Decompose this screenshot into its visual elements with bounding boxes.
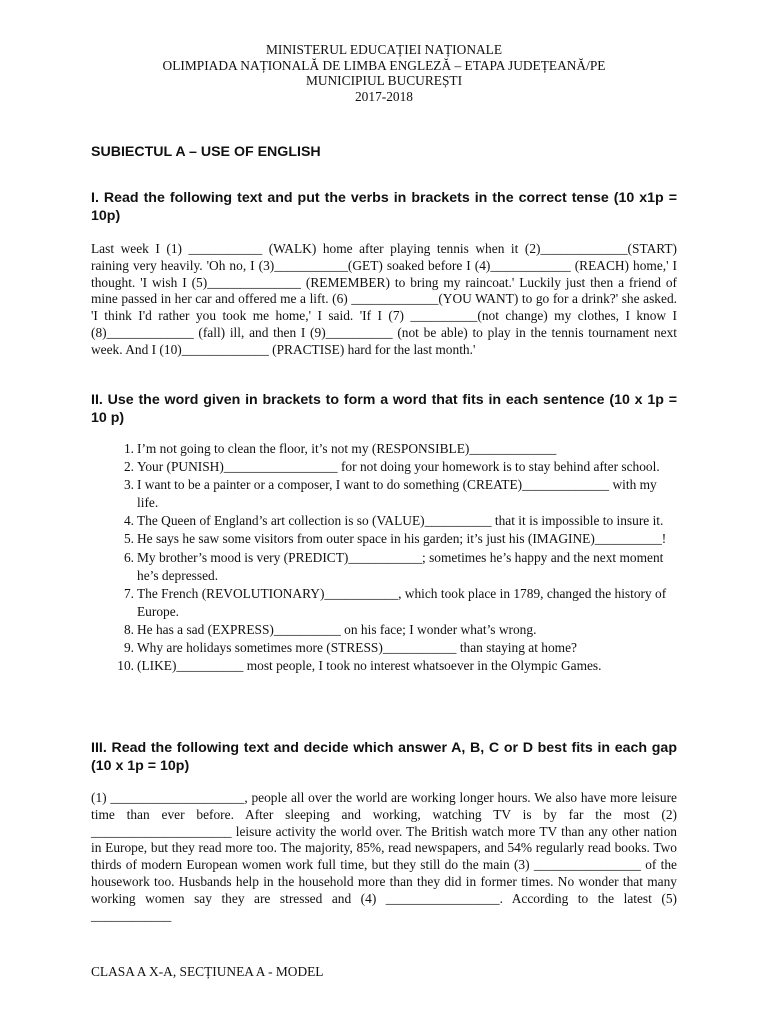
item-text: Your (PUNISH)_________________ for not doing your homework is to stay behind after school. — [137, 459, 660, 475]
olympiad-line: OLIMPIADA NAȚIONALĂ DE LIMBA ENGLEZĂ – ETAPA JUDEȚEANĂ/PE — [162, 57, 606, 73]
list-item — [91, 549, 677, 585]
item-text: He has a sad (EXPRESS)__________ on his face; I wonder what’s wrong. — [137, 621, 537, 637]
section-2-heading: II. Use the word given in brackets to form a word that fits in each sentence (10 x 1p = 10 p) — [91, 392, 677, 426]
list-item — [91, 585, 677, 621]
item-text: I want to be a painter or a composer, I want to do something (CREATE)_____________ with my life. — [137, 477, 657, 511]
item-number: 9. — [123, 640, 134, 656]
list-item — [91, 657, 677, 675]
item-number: 10. — [117, 658, 134, 674]
item-number: 2. — [123, 459, 134, 475]
item-number: 3. — [123, 477, 134, 493]
item-number: 8. — [123, 621, 134, 637]
document-header — [0, 42, 768, 104]
section-1-heading: I. Read the following text and put the verbs in brackets in the correct tense (10 x1p = 10p) — [91, 190, 677, 224]
list-item — [91, 458, 677, 476]
list-item — [91, 440, 677, 458]
item-number: 5. — [123, 531, 134, 547]
list-item — [91, 512, 677, 530]
list-item — [91, 621, 677, 639]
subject-title: SUBIECTUL A – USE OF ENGLISH — [91, 144, 321, 160]
item-text: Why are holidays sometimes more (STRESS)___________ than staying at home? — [137, 640, 577, 656]
item-number: 1. — [123, 441, 134, 456]
list-item — [91, 530, 677, 548]
ministry-line: MINISTERUL EDUCAȚIEI NAȚIONALE — [265, 42, 503, 57]
item-text: I’m not going to clean the floor, it’s not my (RESPONSIBLE)_____________ — [137, 441, 557, 456]
section-1-text — [91, 241, 677, 359]
list-item — [91, 639, 677, 657]
section-3-paragraph: (1) ____________________, people all over the world are working longer hours. We also have more leisure time than ever before. After sleeping and working, watching TV is by far the most (2) _____________________ leisure activity the world over. The British watch more TV than any other nation in Europe, but they read more too. The majority, 85%, read newspapers, and 54% regularly read books. Two thirds of modern European women work full time, but they still do the main (3) ________________ of the housework too. Husbands help in the household more than they did in former times. No wonder that many working women say they are stressed and (4) _________________. According to the latest (5) ____________ — [91, 790, 677, 923]
section-3-text — [91, 790, 677, 924]
item-number: 7. — [123, 585, 134, 601]
section-1-paragraph: Last week I (1) ___________ (WALK) home after playing tennis when it (2)_____________(START) raining very heavily. 'Oh no, I (3)___________(GET) soaked before I (4)____________ (REACH) home,' I thought. 'I wish I (5)______________ (REMEMBER) to bring my raincoat.' Luckily just then a friend of mine passed in her car and offered me a lift. (6) _____________(YOU WANT) to go for a drink?' she asked. 'I think I'd rather you took me home,' I said. 'If I (7) __________(not change) my clothes, I know I (8)_____________ (fall) ill, and then I (9)__________ (not be able) to play in the tennis tournament next week. And I (10)_____________ (PRACTISE) hard for the last month.' — [91, 241, 677, 357]
item-text: The French (REVOLUTIONARY)___________, which took place in 1789, changed the history of Europe. — [137, 585, 667, 619]
section-3-heading: III. Read the following text and decide which answer A, B, C or D best fits in each gap (10 x 1p = 10p) — [91, 740, 677, 774]
list-item — [91, 476, 677, 512]
item-text: (LIKE)__________ most people, I took no interest whatsoever in the Olympic Games. — [137, 658, 602, 674]
section-2-list — [91, 440, 677, 675]
school-year-line: 2017-2018 — [354, 88, 414, 104]
page-footer: CLASA A X-A, SECȚIUNEA A - MODEL — [91, 964, 324, 979]
item-number: 6. — [123, 549, 134, 565]
item-number: 4. — [123, 513, 134, 529]
item-text: He says he saw some visitors from outer space in his garden; it’s just his (IMAGINE)__________! — [137, 531, 667, 547]
item-text: My brother’s mood is very (PREDICT)___________; sometimes he’s happy and the next moment he’s depressed. — [137, 549, 664, 583]
municipality-line: MUNICIPIUL BUCUREȘTI — [305, 73, 463, 89]
item-text: The Queen of England’s art collection is so (VALUE)__________ that it is impossible to insure it. — [137, 513, 664, 529]
